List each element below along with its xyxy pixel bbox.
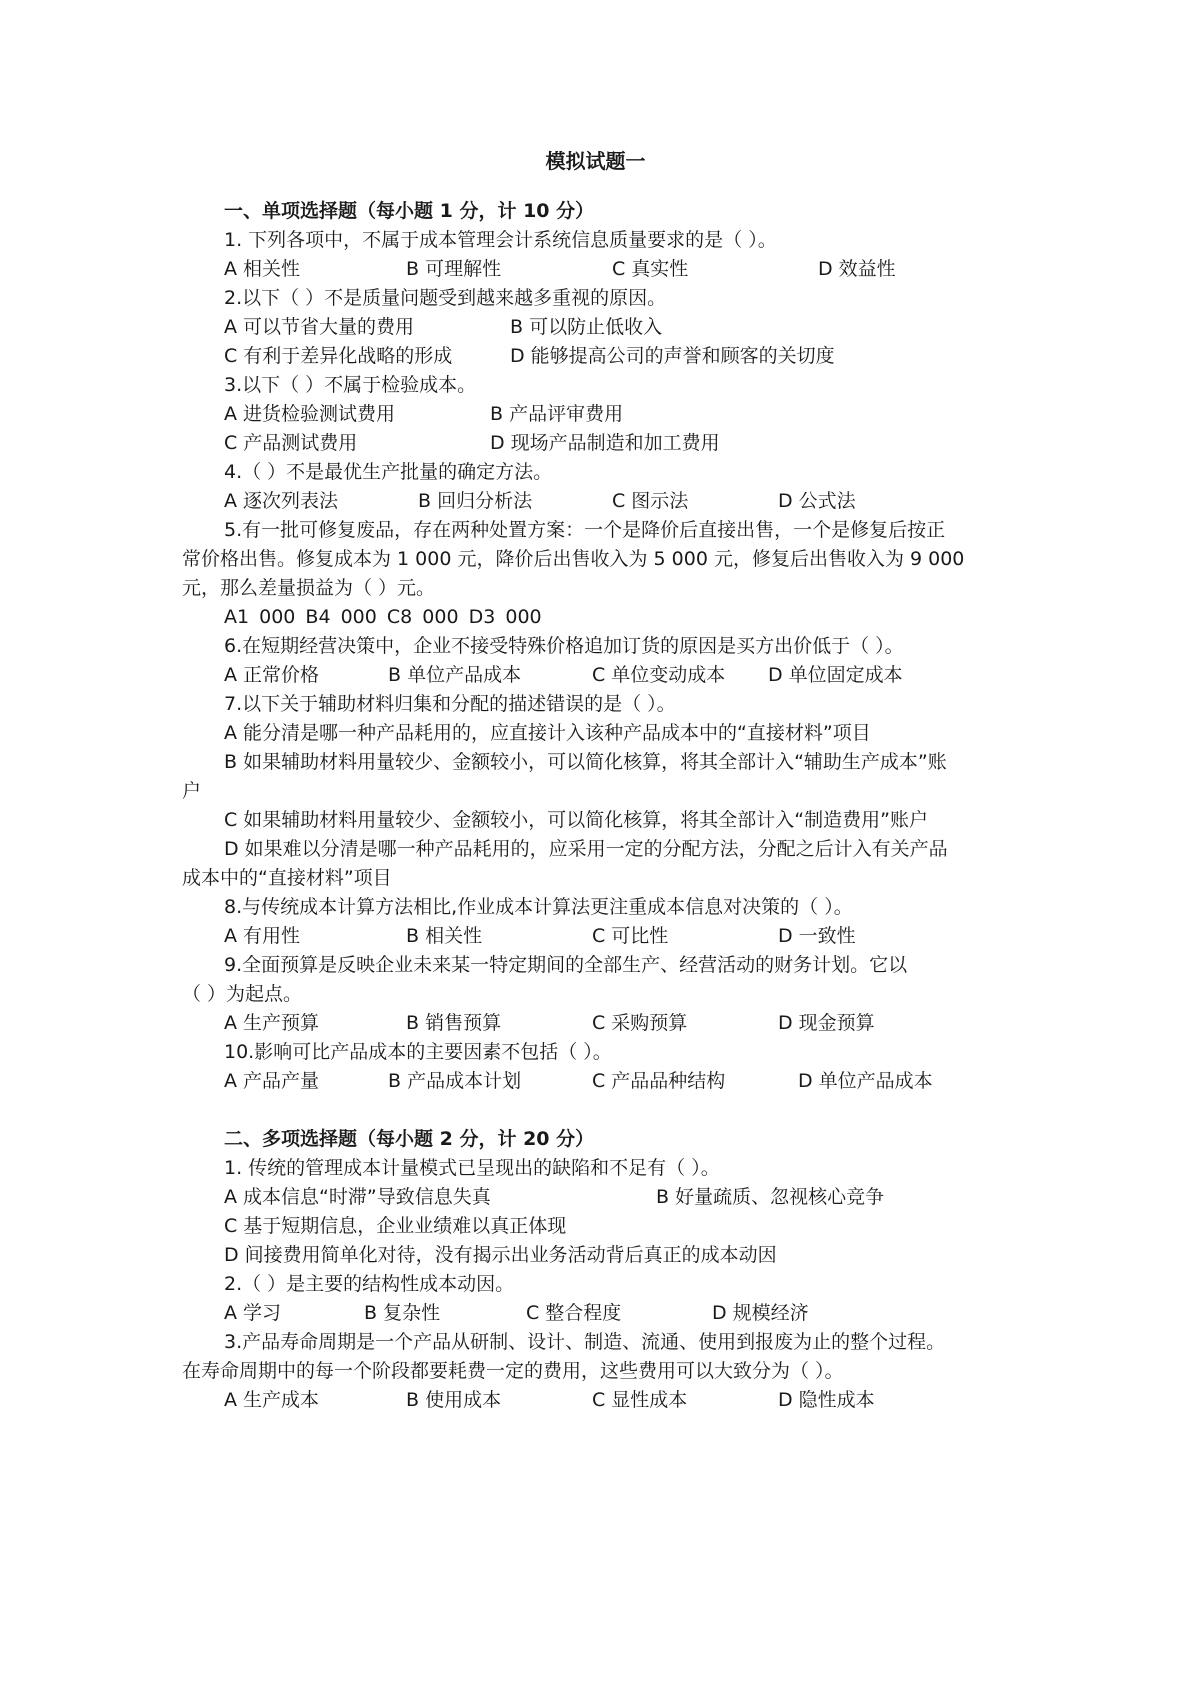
s1-q10-option-d: D 单位产品成本 xyxy=(798,1070,933,1092)
s1-q10-option-b: B 产品成本计划 xyxy=(388,1070,522,1092)
s2-q2-option-c: C 整合程度 xyxy=(526,1302,622,1324)
s1-q4-option-c: C 图示法 xyxy=(612,490,689,512)
s1-q9-line2: （ ）为起点。 xyxy=(182,983,303,1005)
s1-q3-option-b: B 产品评审费用 xyxy=(490,403,624,425)
s2-q2-text: 2.（ ）是主要的结构性成本动因。 xyxy=(224,1273,515,1295)
s1-q2-option-a: A 可以节省大量的费用 xyxy=(224,316,415,338)
s2-q1-option-c: C 基于短期信息，企业业绩难以真正体现 xyxy=(224,1215,567,1237)
s1-q3-option-c: C 产品测试费用 xyxy=(224,432,358,454)
s1-q9-line1: 9.全面预算是反映企业未来某一特定期间的全部生产、经营活动的财务计划。它以 xyxy=(224,954,908,976)
s1-q1-option-c: C 真实性 xyxy=(612,258,689,280)
s1-q9-option-c: C 采购预算 xyxy=(592,1012,688,1034)
s1-q7-option-b-line2: 户 xyxy=(182,780,202,802)
s2-q1-option-a: A 成本信息“时滞”导致信息失真 xyxy=(224,1186,491,1208)
s1-q5-line3: 元，那么差量损益为（ ）元。 xyxy=(182,577,436,599)
s2-q3-option-b: B 使用成本 xyxy=(406,1389,502,1411)
section2-heading: 二、多项选择题（每小题 2 分，计 20 分） xyxy=(224,1128,595,1150)
s1-q6-text: 6.在短期经营决策中，企业不接受特殊价格追加订货的原因是买方出价低于（ ）。 xyxy=(224,635,904,657)
s1-q7-option-d-line2: 成本中的“直接材料”项目 xyxy=(182,867,392,889)
s1-q1-option-d: D 效益性 xyxy=(818,258,896,280)
s1-q7-option-d-line1: D 如果难以分清是哪一种产品耗用的，应采用一定的分配方法，分配之后计入有关产品 xyxy=(224,838,948,860)
s1-q10-option-c: C 产品品种结构 xyxy=(592,1070,726,1092)
s1-q2-option-c: C 有利于差异化战略的形成 xyxy=(224,345,453,367)
s2-q2-option-b: B 复杂性 xyxy=(364,1302,441,1324)
s1-q6-option-a: A 正常价格 xyxy=(224,664,320,686)
s1-q5-line1: 5.有一批可修复废品，存在两种处置方案：一个是降价后直接出售，一个是修复后按正 xyxy=(224,519,946,541)
s1-q5-options: A1 000 B4 000 C8 000 D3 000 xyxy=(224,606,542,628)
s1-q4-option-d: D 公式法 xyxy=(778,490,856,512)
s1-q8-option-a: A 有用性 xyxy=(224,925,301,947)
s2-q3-option-a: A 生产成本 xyxy=(224,1389,320,1411)
s1-q7-text: 7.以下关于辅助材料归集和分配的描述错误的是（ ）。 xyxy=(224,693,676,715)
s1-q2-option-d: D 能够提高公司的声誉和顾客的关切度 xyxy=(510,345,835,367)
s2-q3-option-c: C 显性成本 xyxy=(592,1389,688,1411)
s1-q9-option-d: D 现金预算 xyxy=(778,1012,875,1034)
s1-q8-option-c: C 可比性 xyxy=(592,925,669,947)
s1-q2-text: 2.以下（ ）不是质量问题受到越来越多重视的原因。 xyxy=(224,287,667,309)
s1-q1-option-b: B 可理解性 xyxy=(406,258,502,280)
s1-q3-text: 3.以下（ ）不属于检验成本。 xyxy=(224,374,477,396)
s1-q5-line2: 常价格出售。修复成本为 1 000 元，降价后出售收入为 5 000 元，修复后出售收入为 9 000 xyxy=(182,548,965,570)
s1-q4-option-b: B 回归分析法 xyxy=(418,490,533,512)
s1-q3-option-d: D 现场产品制造和加工费用 xyxy=(490,432,720,454)
s2-q3-option-d: D 隐性成本 xyxy=(778,1389,875,1411)
s1-q8-option-d: D 一致性 xyxy=(778,925,856,947)
s1-q7-option-b-line1: B 如果辅助材料用量较少、金额较小，可以简化核算，将其全部计入“辅助生产成本”账 xyxy=(224,751,947,773)
s2-q1-option-d: D 间接费用简单化对待，没有揭示出业务活动背后真正的成本动因 xyxy=(224,1244,777,1266)
s1-q3-option-a: A 进货检验测试费用 xyxy=(224,403,396,425)
s1-q1-option-a: A 相关性 xyxy=(224,258,301,280)
s1-q6-option-b: B 单位产品成本 xyxy=(388,664,522,686)
s1-q1-text: 1. 下列各项中，不属于成本管理会计系统信息质量要求的是（ ）。 xyxy=(224,229,777,251)
s1-q8-text: 8.与传统成本计算方法相比,作业成本计算法更注重成本信息对决策的（ ）。 xyxy=(224,896,853,918)
s1-q10-text: 10.影响可比产品成本的主要因素不包括（ ）。 xyxy=(224,1041,612,1063)
s1-q9-option-b: B 销售预算 xyxy=(406,1012,502,1034)
s2-q1-text: 1. 传统的管理成本计量模式已呈现出的缺陷和不足有（ ）。 xyxy=(224,1157,720,1179)
section1-heading: 一、单项选择题（每小题 1 分，计 10 分） xyxy=(224,200,595,222)
s1-q4-text: 4.（ ）不是最优生产批量的确定方法。 xyxy=(224,461,553,483)
s1-q4-option-a: A 逐次列表法 xyxy=(224,490,339,512)
s1-q9-option-a: A 生产预算 xyxy=(224,1012,320,1034)
page-title: 模拟试题一 xyxy=(545,149,646,173)
s1-q7-option-a: A 能分清是哪一种产品耗用的，应直接计入该种产品成本中的“直接材料”项目 xyxy=(224,722,871,744)
s1-q6-option-c: C 单位变动成本 xyxy=(592,664,726,686)
s1-q10-option-a: A 产品产量 xyxy=(224,1070,320,1092)
s1-q7-option-c: C 如果辅助材料用量较少、金额较小，可以简化核算，将其全部计入“制造费用”账户 xyxy=(224,809,928,831)
s2-q2-option-a: A 学习 xyxy=(224,1302,282,1324)
s2-q3-line2: 在寿命周期中的每一个阶段都要耗费一定的费用，这些费用可以大致分为（ ）。 xyxy=(182,1360,844,1382)
s2-q3-line1: 3.产品寿命周期是一个产品从研制、设计、制造、流通、使用到报废为止的整个过程。 xyxy=(224,1331,946,1353)
s1-q8-option-b: B 相关性 xyxy=(406,925,483,947)
s2-q2-option-d: D 规模经济 xyxy=(712,1302,809,1324)
s1-q6-option-d: D 单位固定成本 xyxy=(768,664,903,686)
s1-q2-option-b: B 可以防止低收入 xyxy=(510,316,663,338)
s2-q1-option-b: B 好量疏质、忽视核心竞争 xyxy=(656,1186,885,1208)
